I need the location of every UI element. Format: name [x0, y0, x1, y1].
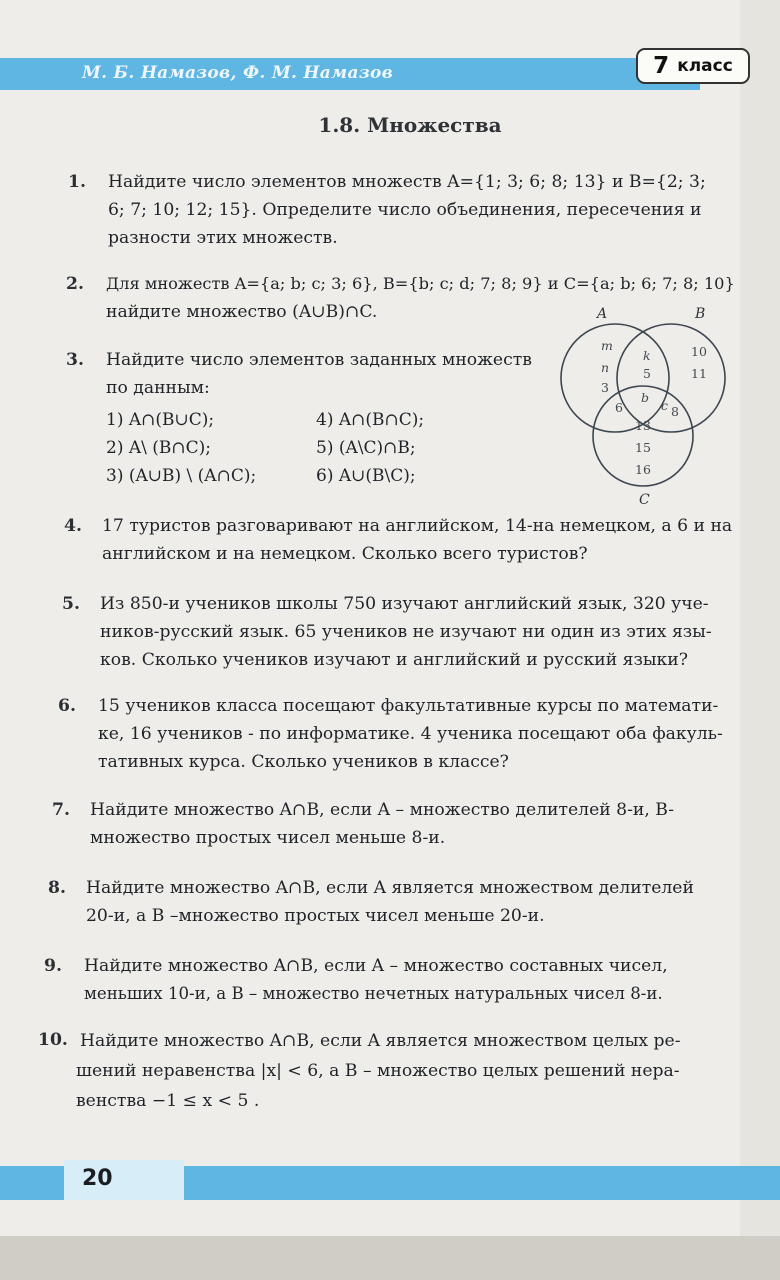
task-line: Найдите множество A∩B, если A – множество составных чисел,	[84, 956, 668, 976]
task3-item-6: 6) A∪(B\C);	[316, 466, 416, 486]
task-line: ке, 16 учеников - по информатике. 4 ученика посещают оба факуль-	[98, 724, 723, 744]
venn-label-b: B	[695, 306, 706, 322]
venn-bc-only-1: c	[661, 398, 669, 413]
task-10	[38, 1026, 734, 1116]
task-number: 6.	[58, 696, 76, 716]
venn-a-only-1: m	[601, 338, 613, 353]
task-8	[48, 874, 740, 930]
task-6	[58, 692, 748, 776]
task-7	[52, 796, 742, 852]
task-line: разности этих множеств.	[108, 228, 338, 248]
task3-item-1: 1) A∩(B∪C);	[106, 410, 215, 430]
task-number: 8.	[48, 878, 66, 898]
task-line: Найдите множество A∩B, если A является множеством целых ре-	[80, 1031, 681, 1051]
task-line: шений неравенства |x| < 6, а B – множество целых решений нера-	[76, 1061, 680, 1081]
task-line: 20-и, а B –множество простых чисел меньше 20-и.	[86, 906, 545, 926]
task-9	[44, 952, 736, 1008]
task-3	[66, 346, 546, 402]
task3-item-2: 2) A\ (B∩C);	[106, 438, 211, 458]
task-number: 7.	[52, 800, 70, 820]
task-line: 15 учеников класса посещают факультативные курсы по математи-	[98, 696, 719, 716]
venn-c-only-1: 13	[635, 418, 651, 433]
venn-ab-only-2: 5	[643, 366, 651, 381]
task-line: 17 туристов разговаривают на английском, 14-на немецком, а 6 и на	[102, 516, 733, 536]
table-surface	[0, 1236, 780, 1280]
task-line: Найдите число элементов заданных множеств	[106, 350, 532, 370]
grade-number: 7	[653, 53, 670, 79]
venn-bc-only-2: 8	[671, 404, 679, 419]
task3-item-3: 3) (A∪B) \ (A∩C);	[106, 466, 257, 486]
task-line: ков. Сколько учеников изучают и английский и русский языки?	[100, 650, 688, 670]
task-line: по данным:	[106, 378, 210, 398]
section-title: 1.8. Множества	[318, 113, 502, 137]
header-authors: М. Б. Намазов, Ф. М. Намазов	[82, 63, 394, 83]
task-number: 1.	[68, 172, 86, 192]
grade-word: класс	[677, 56, 733, 76]
task-line: множество простых чисел меньше 8-и.	[90, 828, 446, 848]
venn-b-only-1: 10	[691, 344, 707, 359]
venn-b-only-2: 11	[691, 366, 707, 381]
venn-a-only-3: 3	[601, 380, 609, 395]
venn-circle-a	[561, 324, 669, 432]
task-1	[68, 168, 748, 252]
venn-ac-only: 6	[615, 400, 623, 415]
task-line: Для множеств A={a; b; c; 3; 6}, B={b; c; d; 7; 8; 9} и C={a; b; 6; 7; 8; 10}	[106, 274, 735, 293]
task-number: 5.	[62, 594, 80, 614]
grade-badge	[636, 48, 750, 84]
venn-abc: b	[641, 390, 650, 405]
task-number: 4.	[64, 516, 82, 536]
venn-c-only-3: 16	[635, 462, 651, 477]
task-line: ников-русский язык. 65 учеников не изучают ни один из этих язы-	[100, 622, 712, 642]
task-number: 9.	[44, 956, 62, 976]
task-line: венства −1 ≤ x < 5 .	[76, 1091, 260, 1111]
task-line: Найдите число элементов множеств A={1; 3; 6; 8; 13} и B={2; 3;	[108, 172, 706, 192]
task-number: 3.	[66, 350, 84, 370]
task-5	[62, 590, 752, 674]
venn-label-c: C	[639, 492, 650, 508]
task-line: меньших 10-и, а B – множество нечетных натуральных чисел 8-и.	[84, 984, 663, 1003]
task-line: 6; 7; 10; 12; 15}. Определите число объединения, пересечения и	[108, 200, 702, 220]
task-line: Найдите множество A∩B, если A является множеством делителей	[86, 878, 694, 898]
task-number: 2.	[66, 274, 84, 294]
task-line: Из 850-и учеников школы 750 изучают английский язык, 320 уче-	[100, 594, 709, 614]
venn-c-only-2: 15	[635, 440, 651, 455]
task-number: 10.	[38, 1030, 68, 1050]
task-line: английском и на немецком. Сколько всего туристов?	[102, 544, 588, 564]
task-line: Найдите множество A∩B, если A – множество делителей 8-и, B-	[90, 800, 675, 820]
page-number: 20	[82, 1166, 113, 1191]
venn-ab-only-1: k	[643, 348, 651, 363]
venn-a-only-2: n	[601, 360, 610, 375]
venn-diagram	[555, 304, 745, 512]
task-line: найдите множество (A∪B)∩C.	[106, 302, 378, 322]
task3-item-5: 5) (A\C)∩B;	[316, 438, 416, 458]
venn-label-a: A	[597, 306, 608, 322]
task-4	[64, 512, 744, 568]
task3-item-4: 4) A∩(B∩C);	[316, 410, 425, 430]
task-line: тативных курса. Сколько учеников в классе?	[98, 752, 509, 772]
